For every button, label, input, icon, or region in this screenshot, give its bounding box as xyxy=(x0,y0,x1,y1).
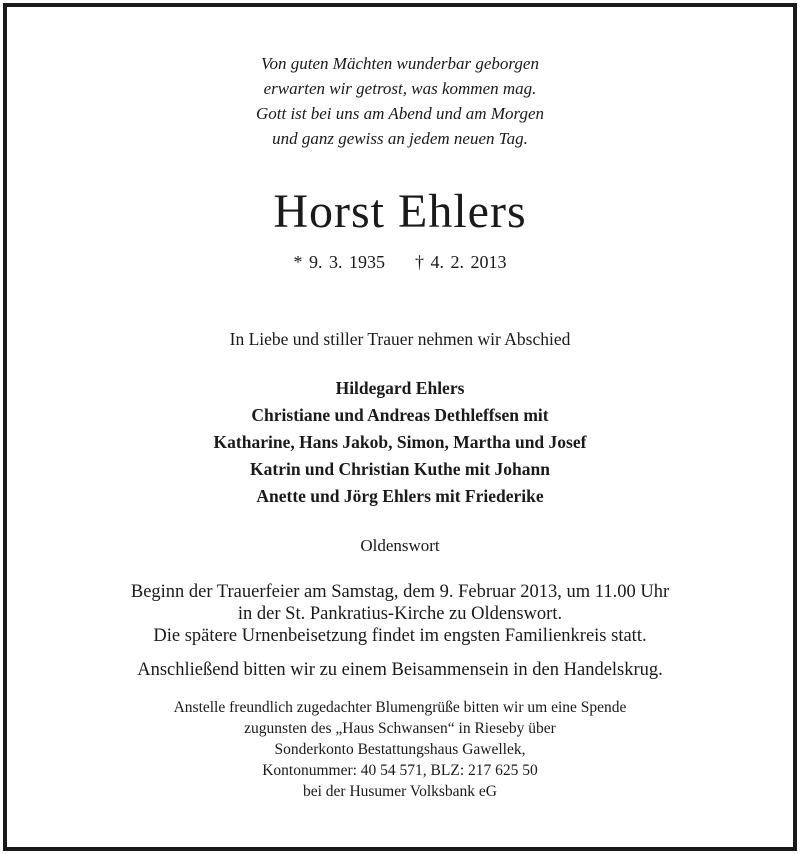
ceremony-line: Beginn der Trauerfeier am Samstag, dem 9. Februar 2013, um 11.00 Uhr xyxy=(130,582,670,602)
poem-line: und ganz gewiss an jedem neuen Tag. xyxy=(272,129,528,148)
farewell-text: In Liebe und stiller Trauer nehmen wir Abschied xyxy=(229,329,571,349)
ceremony-info xyxy=(7,581,793,647)
donation-line: zugunsten des „Haus Schwansen“ in Rieseby über xyxy=(244,720,556,737)
mourner-line: Hildegard Ehlers xyxy=(335,378,465,398)
poem-line: Gott ist bei uns am Abend und am Morgen xyxy=(255,104,545,123)
mourner-line: Katrin und Christian Kuthe mit Johann xyxy=(250,459,550,479)
obituary-notice xyxy=(3,3,797,851)
mourner-line: Anette und Jörg Ehlers mit Friederike xyxy=(256,486,544,506)
mourners-list xyxy=(7,375,793,510)
death-date: † 4. 2. 2013 xyxy=(415,252,507,272)
donation-line: Anstelle freundlich zugedachter Blumengrüße bitten wir um eine Spende xyxy=(173,699,627,716)
mourner-line: Christiane und Andreas Dethleffsen mit xyxy=(251,405,549,425)
ceremony-line: Die spätere Urnenbeisetzung findet im engsten Familienkreis statt. xyxy=(153,626,647,646)
donation-line: Sonderkonto Bestattungshaus Gawellek, xyxy=(274,741,526,758)
ceremony-line: in der St. Pankratius-Kirche zu Oldenswort. xyxy=(237,604,563,624)
birth-date: * 9. 3. 1935 xyxy=(293,252,385,272)
poem-line: Von guten Mächten wunderbar geborgen xyxy=(261,54,539,73)
deceased-name: Horst Ehlers xyxy=(273,185,527,238)
reception-info: Anschließend bitten wir zu einem Beisammensein in den Handelskrug. xyxy=(137,660,663,680)
place-name: Oldenswort xyxy=(360,536,440,555)
donation-info xyxy=(7,697,793,802)
donation-line: Kontonummer: 40 54 571, BLZ: 217 625 50 xyxy=(262,762,538,779)
donation-line: bei der Husumer Volksbank eG xyxy=(302,783,497,800)
poem-verse xyxy=(7,51,793,151)
mourner-line: Katharine, Hans Jakob, Simon, Martha und Josef xyxy=(213,432,587,452)
poem-line: erwarten wir getrost, was kommen mag. xyxy=(263,79,537,98)
life-dates xyxy=(7,250,793,274)
